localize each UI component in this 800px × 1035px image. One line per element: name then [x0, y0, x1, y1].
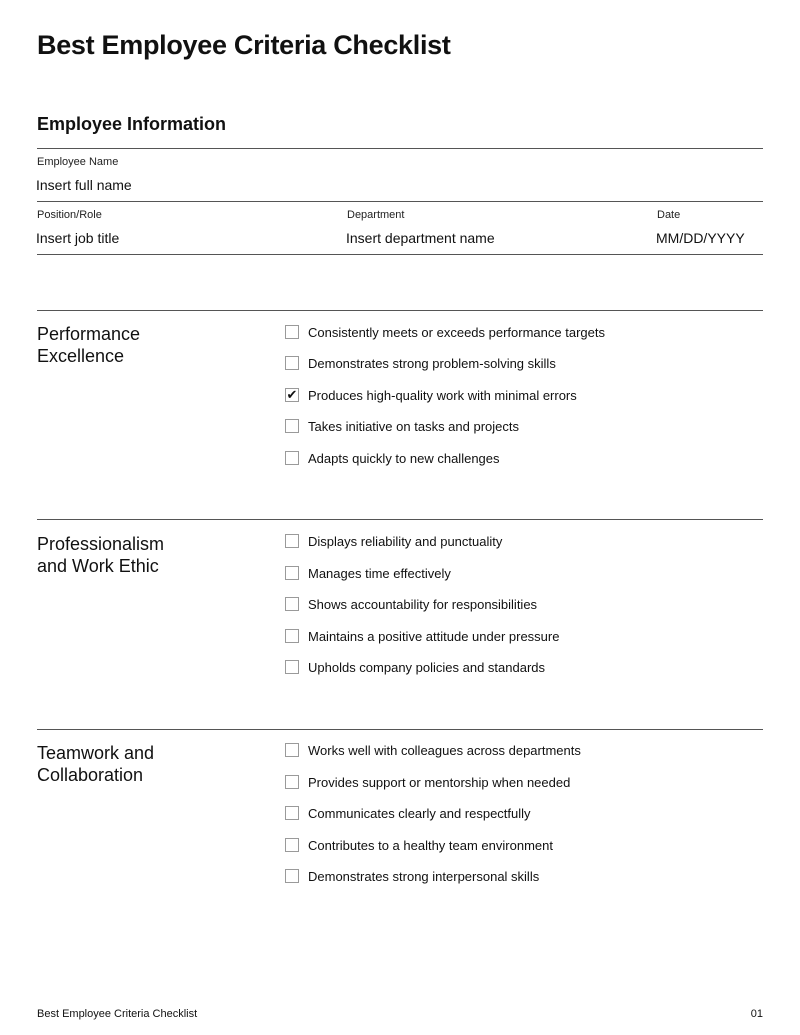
- department-field[interactable]: Insert department name: [346, 230, 495, 246]
- checklist-item[interactable]: [285, 626, 559, 646]
- checklist-item-label: Shows accountability for responsibilities: [308, 596, 538, 612]
- group-title-line: Performance: [37, 324, 141, 344]
- divider: [37, 254, 763, 255]
- checkbox[interactable]: [285, 597, 299, 611]
- checkbox[interactable]: [285, 419, 299, 433]
- group-title-line: Professionalism: [37, 534, 165, 554]
- checklist-item-label: Manages time effectively: [308, 565, 451, 581]
- checkbox[interactable]: [285, 629, 299, 643]
- checkbox[interactable]: [285, 451, 299, 465]
- group-divider: [37, 310, 763, 311]
- checklist-item-label: Upholds company policies and standards: [308, 659, 546, 675]
- position-field[interactable]: Insert job title: [36, 230, 120, 246]
- page-title: Best Employee Criteria Checklist: [37, 30, 451, 60]
- checklist-item[interactable]: [285, 594, 537, 614]
- checklist-item[interactable]: [285, 531, 502, 551]
- group-divider: [37, 729, 763, 730]
- checkbox[interactable]: [285, 869, 299, 883]
- checklist-item-label: Consistently meets or exceeds performance targets: [308, 324, 605, 340]
- position-label: Position/Role: [37, 209, 102, 221]
- group-title-line: Excellence: [37, 346, 125, 366]
- checklist-item[interactable]: [285, 353, 556, 373]
- group-title-teamwork: [37, 742, 257, 786]
- group-title-performance: [37, 323, 257, 367]
- checklist-item[interactable]: [285, 385, 577, 405]
- date-field[interactable]: MM/DD/YYYY: [656, 230, 745, 246]
- checkbox[interactable]: [285, 806, 299, 820]
- checklist-item-label: Adapts quickly to new challenges: [308, 450, 500, 466]
- checklist-item-label: Provides support or mentorship when needed: [308, 774, 571, 790]
- checklist-item-label: Displays reliability and punctuality: [308, 533, 503, 549]
- checklist-item[interactable]: [285, 657, 545, 677]
- employee-info-heading: Employee Information: [37, 114, 227, 134]
- checklist-item[interactable]: [285, 416, 519, 436]
- checklist-item-label: Demonstrates strong interpersonal skills: [308, 868, 540, 884]
- checkbox[interactable]: [285, 838, 299, 852]
- checkbox-checked[interactable]: ✔: [286, 387, 298, 402]
- divider: [37, 201, 763, 202]
- employee-name-label: Employee Name: [37, 156, 119, 168]
- date-label: Date: [657, 209, 681, 221]
- group-divider: [37, 519, 763, 520]
- checklist-item[interactable]: [285, 563, 451, 583]
- checkbox[interactable]: [285, 534, 299, 548]
- group-title-line: Teamwork and: [37, 743, 155, 763]
- checklist-item[interactable]: [285, 803, 531, 823]
- checkbox[interactable]: [285, 743, 299, 757]
- checklist-item-label: Maintains a positive attitude under pressure: [308, 628, 560, 644]
- checkbox[interactable]: [285, 566, 299, 580]
- checklist-item[interactable]: [285, 772, 570, 792]
- group-title-line: Collaboration: [37, 765, 144, 785]
- checklist-item[interactable]: [285, 866, 539, 886]
- page-number: 01: [750, 1008, 763, 1020]
- checklist-item[interactable]: [285, 448, 500, 468]
- checklist-item-label: Works well with colleagues across departments: [308, 742, 581, 758]
- checklist-item-label: Takes initiative on tasks and projects: [308, 418, 519, 434]
- employee-name-field[interactable]: Insert full name: [36, 177, 132, 193]
- checkbox[interactable]: [285, 660, 299, 674]
- group-title-line: and Work Ethic: [37, 556, 159, 576]
- checkbox[interactable]: [285, 356, 299, 370]
- department-label: Department: [347, 209, 405, 221]
- checklist-item[interactable]: [285, 835, 553, 855]
- checklist-item-label: Produces high-quality work with minimal errors: [308, 387, 577, 403]
- group-title-professionalism: [37, 533, 257, 577]
- checklist-item[interactable]: [285, 740, 581, 760]
- checklist-item-label: Contributes to a healthy team environment: [308, 837, 553, 853]
- checkbox[interactable]: [285, 325, 299, 339]
- divider: [37, 148, 763, 149]
- checkbox[interactable]: [285, 775, 299, 789]
- checklist-item[interactable]: [285, 322, 605, 342]
- checklist-item-label: Demonstrates strong problem-solving skills: [308, 355, 556, 371]
- checklist-item-label: Communicates clearly and respectfully: [308, 805, 531, 821]
- footer-title: Best Employee Criteria Checklist: [37, 1008, 198, 1020]
